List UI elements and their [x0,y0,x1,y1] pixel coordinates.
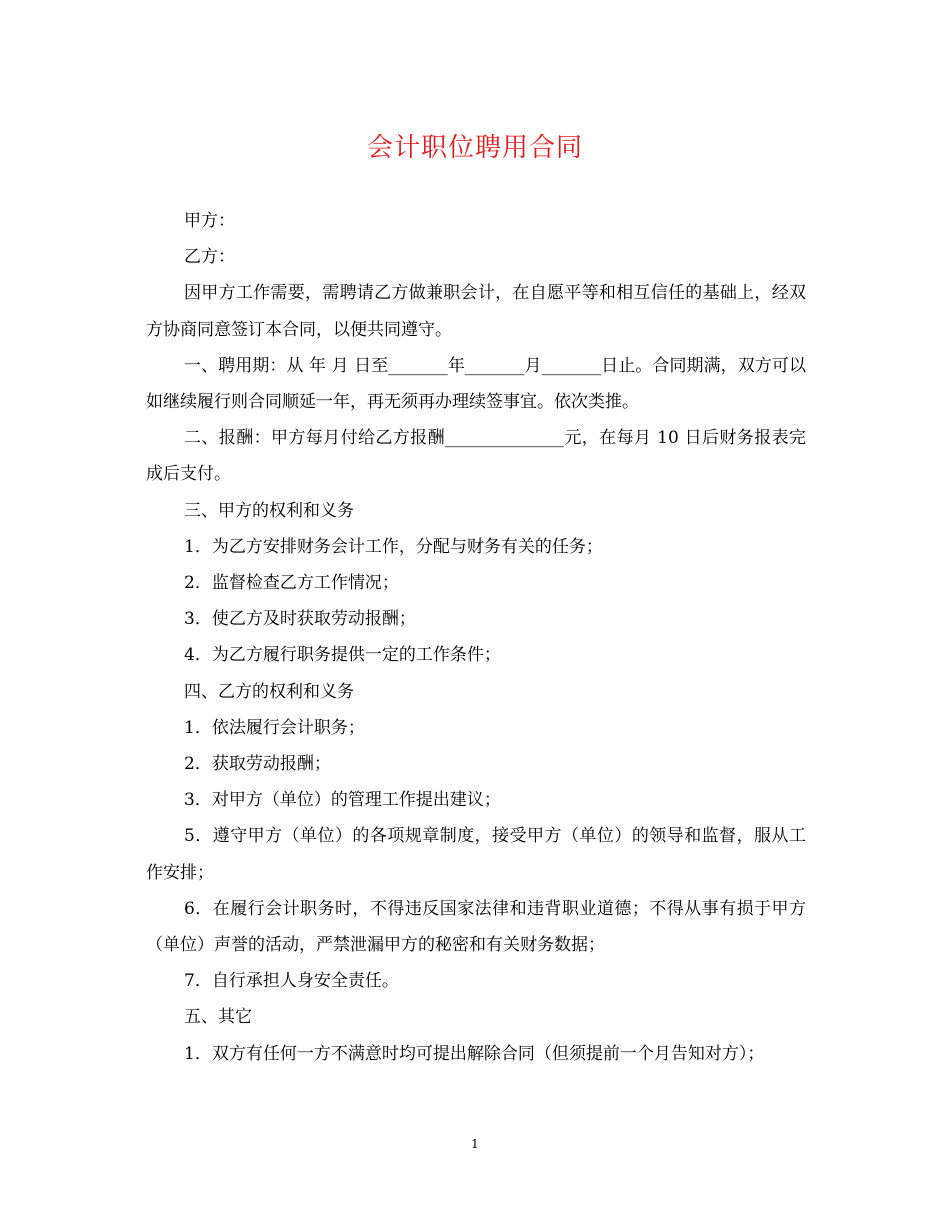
list-item: 5．遵守甲方（单位）的各项规章制度，接受甲方（单位）的领导和监督，服从工作安排； [146,826,806,883]
document-body [146,203,806,1072]
list-item: 7．自行承担人身安全责任。 [184,971,399,992]
clause-remuneration: 二、报酬：甲方每月付给乙方报酬______________元，在每月 10 日后财务报表完成后支付。 [146,428,806,485]
clause-term: 一、聘用期：从 年 月 日至_______年_______月_______日止。合同期满，双方可以如继续履行则合同顺延一年，再无须再办理续签事宜。依次类推。 [146,355,806,413]
list-item: 1．为乙方安排财务会计工作，分配与财务有关的任务； [184,536,603,557]
document-title: 会计职位聘用合同 [366,133,583,163]
section-heading-party-a-rights: 三、甲方的权利和义务 [184,500,354,521]
section-heading-other: 五、其它 [184,1007,252,1028]
preamble-paragraph: 因甲方工作需要，需聘请乙方做兼职会计，在自愿平等和相互信任的基础上，经双方协商同意签订本合同，以便共同遵守。 [146,283,806,340]
list-item: 1．双方有任何一方不满意时均可提出解除合同（但须提前一个月告知对方）； [184,1043,765,1064]
page-number: 1 [471,1137,479,1151]
list-item: 1．依法履行会计职务； [184,717,365,738]
list-item: 2．获取劳动报酬； [184,754,331,775]
section-heading-party-b-rights: 四、乙方的权利和义务 [184,681,354,702]
list-item: 3．对甲方（单位）的管理工作提出建议； [184,790,501,811]
list-item: 2．监督检查乙方工作情况； [184,573,399,594]
list-item: 4．为乙方履行职务提供一定的工作条件； [184,645,501,666]
party-a-line: 甲方： [184,211,235,231]
party-b-line: 乙方： [184,247,235,268]
list-item: 3．使乙方及时获取劳动报酬； [184,609,416,630]
list-item: 6．在履行会计职务时，不得违反国家法律和违背职业道德；不得从事有损于甲方（单位）声誉的活动，严禁泄漏甲方的秘密和有关财务数据； [146,898,806,956]
